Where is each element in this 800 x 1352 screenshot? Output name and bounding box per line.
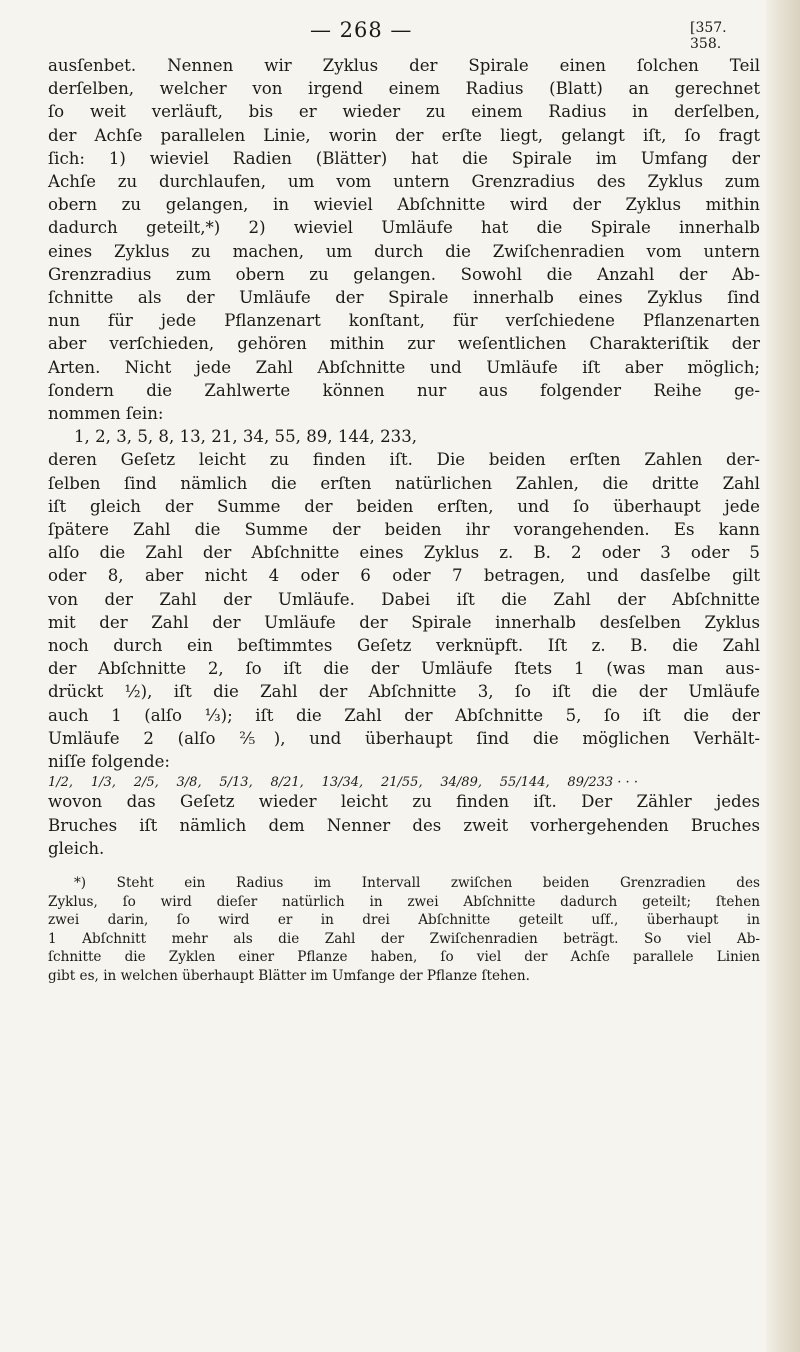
text-line: iſt gleich der Summe der beiden erſten, und ſo überhaupt jede <box>48 496 760 516</box>
text-line: deren Geſetz leicht zu finden iſt. Die beiden erſten Zahlen der- <box>48 450 760 470</box>
text-line: ſich: 1) wieviel Radien (Blätter) hat die Spirale im Umfang der <box>48 148 760 168</box>
fraction: 1/3, <box>90 775 116 791</box>
footnote-line: *) Steht ein Radius im Intervall zwiſchen beiden Grenzradien des <box>74 874 760 891</box>
text-line: niſſe folgende: <box>48 752 170 772</box>
footnote-line: Zyklus, ſo wird dieſer natürlich in zwei Abſchnitte dadurch geteilt; ſtehen <box>48 893 760 910</box>
text-line: ſchnitte als der Umläufe der Spirale innerhalb eines Zyklus ſind <box>48 288 760 308</box>
text-line: dadurch geteilt,*) 2) wieviel Umläufe hat die Spirale innerhalb <box>48 218 760 238</box>
number-sequence: 1, 2, 3, 5, 8, 13, 21, 34, 55, 89, 144, 233, <box>74 427 418 447</box>
text-line: alſo die Zahl der Abſchnitte eines Zyklus z. B. 2 oder 3 oder 5 <box>48 543 760 563</box>
footnote-line: 1 Abſchnitt mehr als die Zahl der Zwiſchenradien beträgt. So viel Ab- <box>48 930 760 947</box>
text-line: der Achſe parallelen Linie, worin der erſte liegt, gelangt iſt, ſo fragt <box>48 125 760 145</box>
text-line: drückt ½), iſt die Zahl der Abſchnitte 3, ſo iſt die der Umläufe <box>48 682 760 702</box>
text-line: Achſe zu durchlaufen, um vom untern Grenzradius des Zyklus zum <box>48 172 760 192</box>
text-line: nommen ſein: <box>48 404 164 424</box>
text-line: der Abſchnitte 2, ſo iſt die der Umläufe ſtets 1 (was man aus- <box>48 659 760 679</box>
text-line: Grenzradius zum obern zu gelangen. Sowohl die Anzahl der Ab- <box>48 264 760 284</box>
text-line: gleich. <box>48 838 105 858</box>
text-line: Bruches iſt nämlich dem Nenner des zweit vorhergehenden Bruches <box>48 815 760 835</box>
text-line: Umläufe 2 (alſo ⅖), und überhaupt ſind die möglichen Verhält- <box>48 728 760 748</box>
fraction: 1/2, <box>48 775 74 791</box>
fraction: 89/233 · · · <box>567 775 638 791</box>
fraction: 8/21, <box>270 775 304 791</box>
text-line: von der Zahl der Umläufe. Dabei iſt die Zahl der Abſchnitte <box>48 589 760 609</box>
footnote-line: zwei darin, ſo wird er in drei Abſchnitte geteilt uſf., überhaupt in <box>48 912 760 929</box>
fraction: 2/5, <box>133 775 159 791</box>
fraction: 5/13, <box>219 775 253 791</box>
paragraph-main <box>48 54 760 425</box>
page-number: — 268 — <box>310 18 413 42</box>
paragraph-closing <box>48 790 760 860</box>
text-line: wovon das Geſetz wieder leicht zu finden iſt. Der Zähler jedes <box>48 792 760 812</box>
text-line: eines Zyklus zu machen, um durch die Zwiſchenradien vom untern <box>48 241 760 261</box>
footnote-line: ſchnitte die Zyklen einer Pflanze haben, ſo viel der Achſe parallele Linien <box>48 949 760 966</box>
text-line: ſpätere Zahl die Summe der beiden ihr vorangehenden. Es kann <box>48 520 760 540</box>
text-line: ausſenbet. Nennen wir Zyklus der Spirale einen ſolchen Teil <box>48 56 760 75</box>
footnote-line: gibt es, in welchen überhaupt Blätter im Umfange der Pflanze ſtehen. <box>48 967 530 984</box>
text-line: nun für jede Pflanzenart konſtant, für verſchiedene Pflanzenarten <box>48 311 760 331</box>
fraction: 13/34, <box>321 775 364 791</box>
text-line: oder 8, aber nicht 4 oder 6 oder 7 betragen, und dasſelbe gilt <box>48 566 760 586</box>
text-line: ſelben ſind nämlich die erſten natürlichen Zahlen, die dritte Zahl <box>48 473 760 493</box>
text-line: ſo weit verläuft, bis er wieder zu einem Radius in derſelben, <box>48 102 760 122</box>
fraction: 55/144, <box>499 775 550 791</box>
text-line: noch durch ein beſtimmtes Geſetz verknüpft. Iſt z. B. die Zahl <box>48 636 760 656</box>
fraction: 21/55, <box>380 775 423 791</box>
text-line: auch 1 (alſo ⅓); iſt die Zahl der Abſchnitte 5, ſo iſt die der <box>48 705 760 725</box>
book-page <box>48 10 760 985</box>
page-header <box>48 10 760 54</box>
text-line: aber verſchieden, gehören mithin zur weſentlichen Charakteriſtik der <box>48 334 760 354</box>
fraction: 34/89, <box>440 775 482 791</box>
text-line: Arten. Nicht jede Zahl Abſchnitte und Umläufe iſt aber möglich; <box>48 357 760 377</box>
fraction-series <box>48 775 638 790</box>
text-line: derſelben, welcher von irgend einem Radius (Blatt) an gerechnet <box>48 79 760 99</box>
page-edge <box>766 0 800 1352</box>
section-reference: [357. 358. <box>690 20 727 52</box>
text-line: ſondern die Zahlwerte können nur aus folgender Reihe ge- <box>48 380 760 400</box>
text-line: obern zu gelangen, in wieviel Abſchnitte wird der Zyklus mithin <box>48 195 760 215</box>
paragraph-law <box>48 448 760 773</box>
footnote <box>48 874 760 986</box>
text-line: mit der Zahl der Umläufe der Spirale innerhalb desſelben Zyklus <box>48 612 760 632</box>
fraction: 3/8, <box>176 775 202 791</box>
